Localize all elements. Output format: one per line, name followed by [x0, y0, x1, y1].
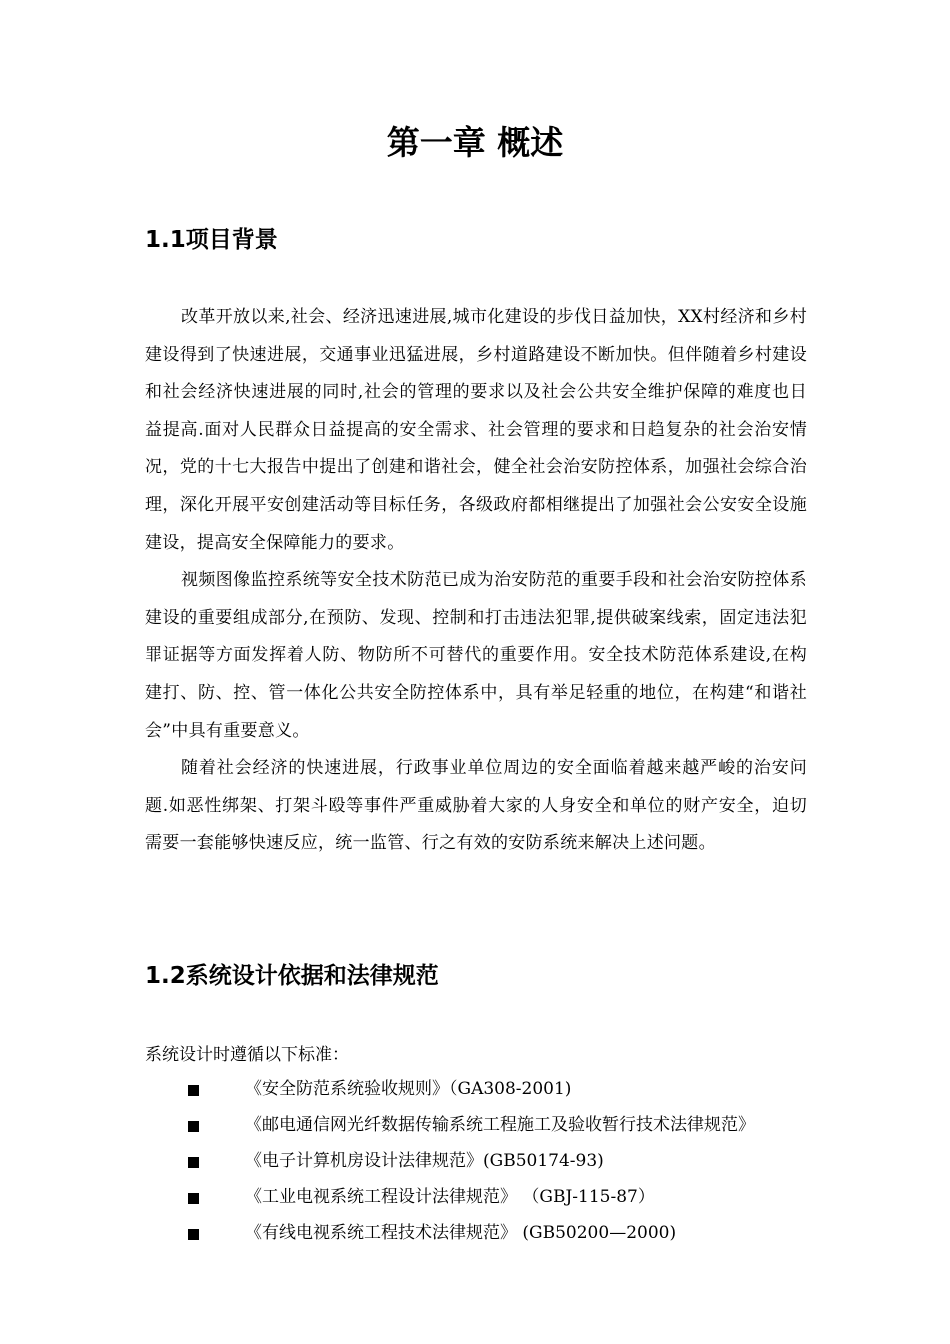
standards-intro: 系统设计时遵循以下标准：	[145, 1045, 349, 1065]
list-item	[145, 1143, 807, 1179]
standard-title: 《有线电视系统工程技术法律规范》 (GB50200—2000)	[245, 1223, 677, 1243]
list-item	[145, 1179, 807, 1215]
standard-title: 《邮电通信网光纤数据传输系统工程施工及验收暂行技术法律规范》	[245, 1115, 755, 1135]
square-bullet-icon	[188, 1157, 199, 1168]
paragraph: 视频图像监控系统等安全技术防范已成为治安防范的重要手段和社会治安防控体系建设的重要组成部分,在预防、发现、控制和打击违法犯罪,提供破案线索，固定违法犯罪证据等方面发挥着人防、物防所不可替代的重要作用。安全技术防范体系建设,在构建打、防、控、管一体化公共安全防控体系中，具有举足轻重的地位，在构建“和谐社会”中具有重要意义。	[145, 570, 807, 741]
list-item	[145, 1215, 807, 1251]
list-item	[145, 1107, 807, 1143]
standard-title: 《工业电视系统工程设计法律规范》 （GBJ-115-87）	[245, 1187, 655, 1207]
square-bullet-icon	[188, 1121, 199, 1132]
chapter-title: 第一章 概述	[386, 123, 564, 162]
square-bullet-icon	[188, 1085, 199, 1096]
paragraph: 改革开放以来,社会、经济迅速进展,城市化建设的步伐日益加快，XX村经济和乡村建设得到了快速进展，交通事业迅猛进展，乡村道路建设不断加快。但伴随着乡村建设和社会经济快速进展的同时,社会的管理的要求以及社会公共安全维护保障的难度也日益提高.面对人民群众日益提高的安全需求、社会管理的要求和日趋复杂的社会治安情况，党的十七大报告中提出了创建和谐社会，健全社会治安防控体系，加强社会综合治理，深化开展平安创建活动等目标任务，各级政府都相继提出了加强社会公安安全设施建设，提高安全保障能力的要求。	[145, 307, 807, 553]
section-heading-1-2: 1.2系统设计依据和法律规范	[145, 963, 439, 989]
square-bullet-icon	[188, 1229, 199, 1240]
standard-title: 《电子计算机房设计法律规范》(GB50174-93)	[245, 1151, 604, 1171]
section-1-1-body	[145, 299, 807, 863]
square-bullet-icon	[188, 1193, 199, 1204]
list-item	[145, 1071, 807, 1107]
section-heading-1-1: 1.1项目背景	[145, 227, 278, 253]
standard-title: 《安全防范系统验收规则》（GA308-2001)	[245, 1079, 572, 1099]
paragraph: 随着社会经济的快速进展，行政事业单位周边的安全面临着越来越严峻的治安问题.如恶性绑架、打架斗殴等事件严重威胁着大家的人身安全和单位的财产安全，迫切需要一套能够快速反应，统一监管、行之有效的安防系统来解决上述问题。	[145, 758, 807, 854]
standards-list	[145, 1071, 807, 1251]
